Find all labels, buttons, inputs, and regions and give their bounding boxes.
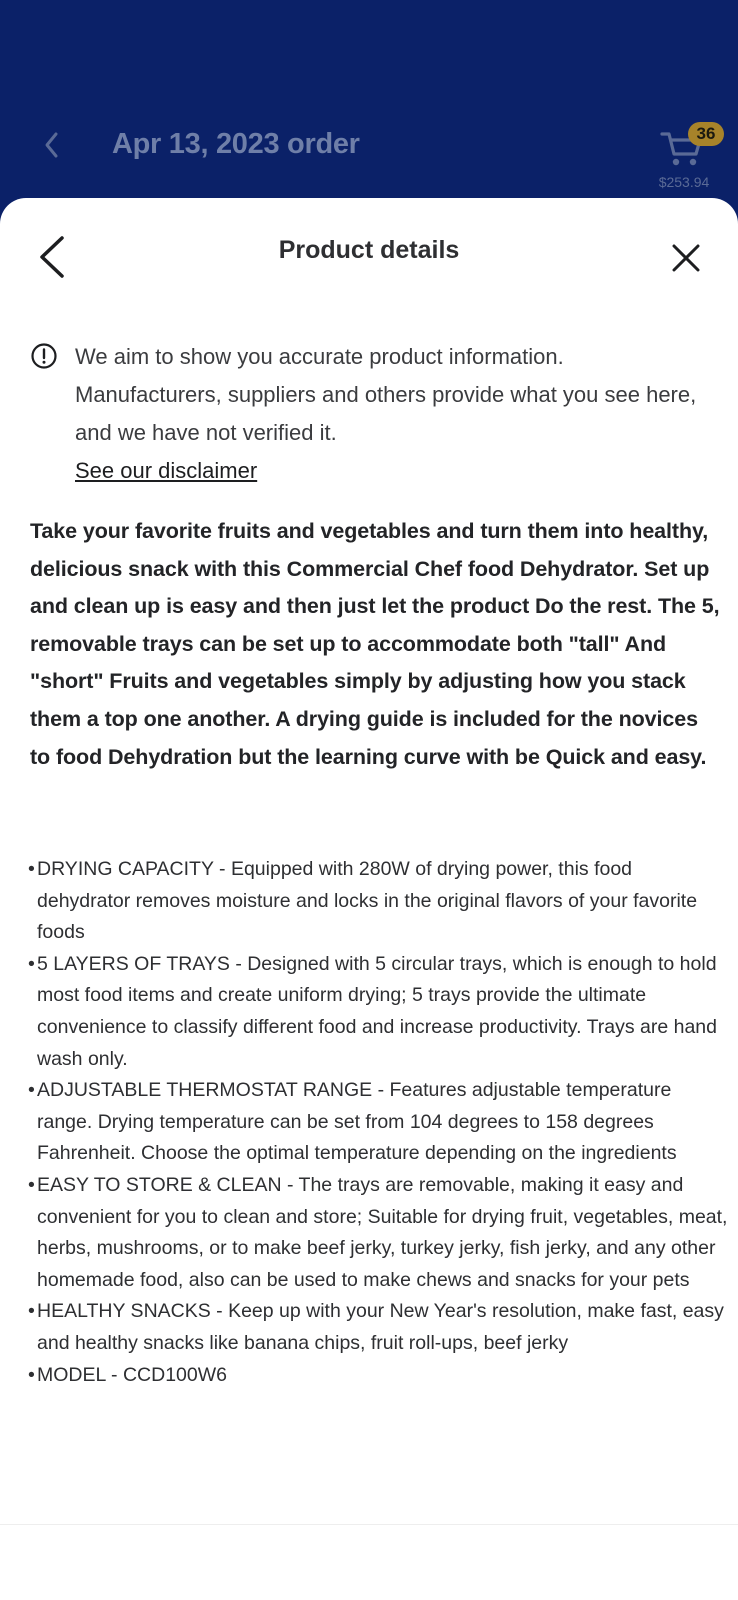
chevron-left-icon[interactable] (40, 130, 64, 160)
bullet: • (28, 858, 35, 880)
product-details-sheet (0, 198, 738, 1600)
feature-text: 5 LAYERS OF TRAYS - Designed with 5 circular trays, which is enough to hold most food items and create uniform drying; 5 trays provide the ultimate convenience to classify different food and increase productivity. Trays are hand wash only. (37, 952, 717, 1070)
feature-item (28, 1360, 728, 1392)
bullet: • (28, 1363, 35, 1386)
feature-text: HEALTHY SNACKS - Keep up with your New Year's resolution, make fast, easy and healthy snacks like banana chips, fruit roll-ups, beef jerky (37, 1300, 724, 1354)
cart-button[interactable] (652, 120, 732, 200)
exclamation-circle-icon (30, 342, 58, 370)
disclaimer-link[interactable]: See our disclaimer (75, 458, 258, 483)
close-icon[interactable] (666, 238, 706, 278)
order-header (0, 0, 738, 220)
bullet: • (28, 1079, 35, 1102)
feature-text: MODEL - CCD100W6 (37, 1363, 227, 1386)
order-title: Apr 13, 2023 order (112, 128, 360, 160)
bullet: • (28, 952, 35, 975)
feature-text: ADJUSTABLE THERMOSTAT RANGE - Features adjustable temperature range. Drying temperature can be set from 104 degrees to 158 degrees Fahrenheit. Choose the optimal temperature depending on the ingredients (37, 1079, 677, 1165)
feature-text: EASY TO STORE & CLEAN - The trays are removable, making it easy and convenient for you to clean and store; Suitable for drying fruit, vegetables, meat, herbs, mushrooms, or to make beef jerky, turkey jerky, fish jerky, and any other homemade food, also can be used to make chews and snacks for your pets (37, 1173, 728, 1291)
bullet: • (28, 1173, 35, 1196)
feature-item (28, 854, 728, 949)
feature-item (28, 949, 728, 1075)
product-description: Take your favorite fruits and vegetables and turn them into healthy, delicious snack with this Commercial Chef food Dehydrator. Set up and clean up is easy and then just let the product Do the rest. The 5, removable trays can be set up to accommodate both "tall" And "short" Fruits and vegetables simply by adjusting how you stack them a top one another. A drying guide is included for the novices to food Dehydration but the learning curve with be Quick and easy. (30, 519, 720, 769)
cart-count-badge: 36 (688, 122, 724, 146)
bottom-divider (0, 1524, 738, 1525)
feature-list (28, 854, 728, 1391)
feature-item (28, 1075, 728, 1170)
feature-item (28, 1296, 728, 1359)
feature-item (28, 1170, 728, 1296)
cart-total: $253.94 (658, 174, 710, 190)
sheet-title: Product details (278, 236, 460, 264)
bullet: • (28, 1300, 35, 1323)
feature-text: DRYING CAPACITY - Equipped with 280W of drying power, this food dehydrator removes moisture and locks in the original flavors of your favorite foods (37, 858, 698, 944)
notice-text: We aim to show you accurate product information. Manufacturers, suppliers and others provide what you see here, and we have not verified it. (75, 344, 697, 445)
